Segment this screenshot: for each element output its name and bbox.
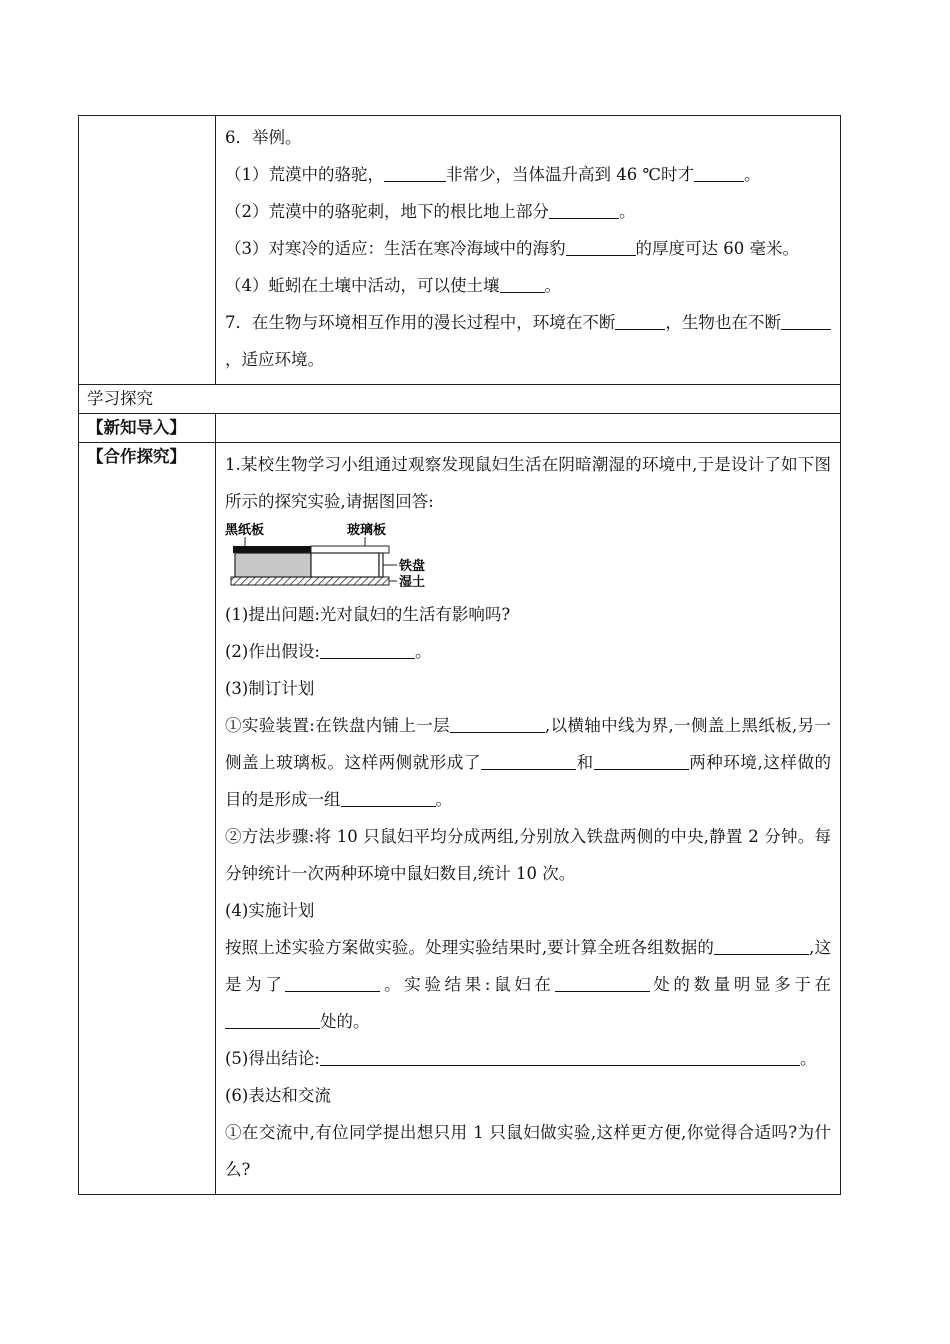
step-6-1-question: ①在交流中,有位同学提出想只用 1 只鼠妇做实验,这样更方便,你觉得合适吗?为什么? <box>225 1123 831 1179</box>
blank[interactable] <box>549 202 619 220</box>
row-section-title <box>79 385 841 414</box>
step-3-plan: (3)制订计划 <box>225 679 315 698</box>
tray-wall <box>379 553 383 577</box>
glass-board <box>311 546 389 553</box>
step-5-conclusion: (5)得出结论: 。 <box>225 1049 817 1068</box>
q6-item-1: （1）荒漠中的骆驼， 非常少，当体温升高到 46 ℃时才 。 <box>225 165 761 184</box>
content-cell-q6-q7 <box>216 116 841 385</box>
dark-side <box>235 553 311 577</box>
blank[interactable] <box>450 716 545 734</box>
q7: 7．在生物与环境相互作用的漫长过程中，环境在不断 ，生物也在不断，适应环境。 <box>225 304 831 378</box>
step-6-discussion: (6)表达和交流 <box>225 1086 331 1105</box>
left-empty-cell <box>79 116 216 385</box>
blank[interactable] <box>615 313 665 331</box>
experiment-figure <box>225 522 435 592</box>
worksheet-table <box>78 115 841 1195</box>
section-title-cell <box>79 385 841 414</box>
new-knowledge-label: 【新知导入】 <box>87 418 186 437</box>
q6-title: 6．举例。 <box>225 128 302 147</box>
coop-label-cell <box>79 443 216 1195</box>
blank[interactable] <box>341 790 436 808</box>
step-2-hypothesis: (2)作出假设: 。 <box>225 642 432 661</box>
step-3-1-setup: ①实验装置:在铁盘内铺上一层 ,以横轴中线为界,一侧盖上黑纸板,另一侧盖上玻璃板。这样两侧就形成了 和 两种环境,这样做的目的是形成一组 。 <box>225 716 832 809</box>
blank[interactable] <box>566 239 636 257</box>
row-new-knowledge <box>79 414 841 443</box>
blank[interactable] <box>320 1049 800 1067</box>
light-side <box>311 553 379 577</box>
section-title: 学习探究 <box>87 389 153 408</box>
label-soil: 湿土 <box>399 575 426 590</box>
blank[interactable] <box>384 165 446 183</box>
new-knowledge-label-cell <box>79 414 216 443</box>
label-tray: 铁盘 <box>399 559 426 574</box>
tray-diagram <box>225 522 435 592</box>
coop-label: 【合作探究】 <box>87 447 186 466</box>
new-knowledge-content-cell <box>216 414 841 443</box>
blank[interactable] <box>500 276 545 294</box>
label-black-board: 黑纸板 <box>225 523 265 538</box>
label-glass-board: 玻璃板 <box>347 523 387 538</box>
step-1-question: (1)提出问题:光对鼠妇的生活有影响吗? <box>225 605 511 624</box>
black-board <box>233 546 311 553</box>
q6-item-2: （2）荒漠中的骆驼刺，地下的根比地上部分 。 <box>225 202 636 221</box>
blank[interactable] <box>285 975 380 993</box>
step-4-implement: (4)实施计划 <box>225 901 315 920</box>
blank[interactable] <box>781 313 831 331</box>
coop-intro: 1.某校生物学习小组通过观察发现鼠妇生活在阴暗潮湿的环境中,于是设计了如下图所示的探究实验,请据图回答: <box>225 455 831 511</box>
blank[interactable] <box>555 975 650 993</box>
blank[interactable] <box>714 938 809 956</box>
q6-item-3: （3）对寒冷的适应：生活在寒冷海域中的海豹 的厚度可达 60 毫米。 <box>225 239 799 258</box>
row-q6-q7 <box>79 116 841 385</box>
row-coop <box>79 443 841 1195</box>
blank[interactable] <box>594 753 689 771</box>
coop-content-cell <box>216 443 841 1195</box>
q6-item-4: （4）蚯蚓在土壤中活动，可以使土壤 。 <box>225 276 561 295</box>
step-4-text: 按照上述实验方案做实验。处理实验结果时,要计算全班各组数据的 ,这是为了 。实验结果:鼠妇在 处的数量明显多于在处的。 <box>225 938 832 1031</box>
wet-soil <box>231 577 389 585</box>
blank[interactable] <box>225 1012 320 1030</box>
step-3-2-method: ②方法步骤:将 10 只鼠妇平均分成两组,分别放入铁盘两侧的中央,静置 2 分钟。每分钟统计一次两种环境中鼠妇数目,统计 10 次。 <box>225 827 831 883</box>
blank[interactable] <box>481 753 576 771</box>
blank[interactable] <box>694 165 744 183</box>
blank[interactable] <box>320 642 415 660</box>
